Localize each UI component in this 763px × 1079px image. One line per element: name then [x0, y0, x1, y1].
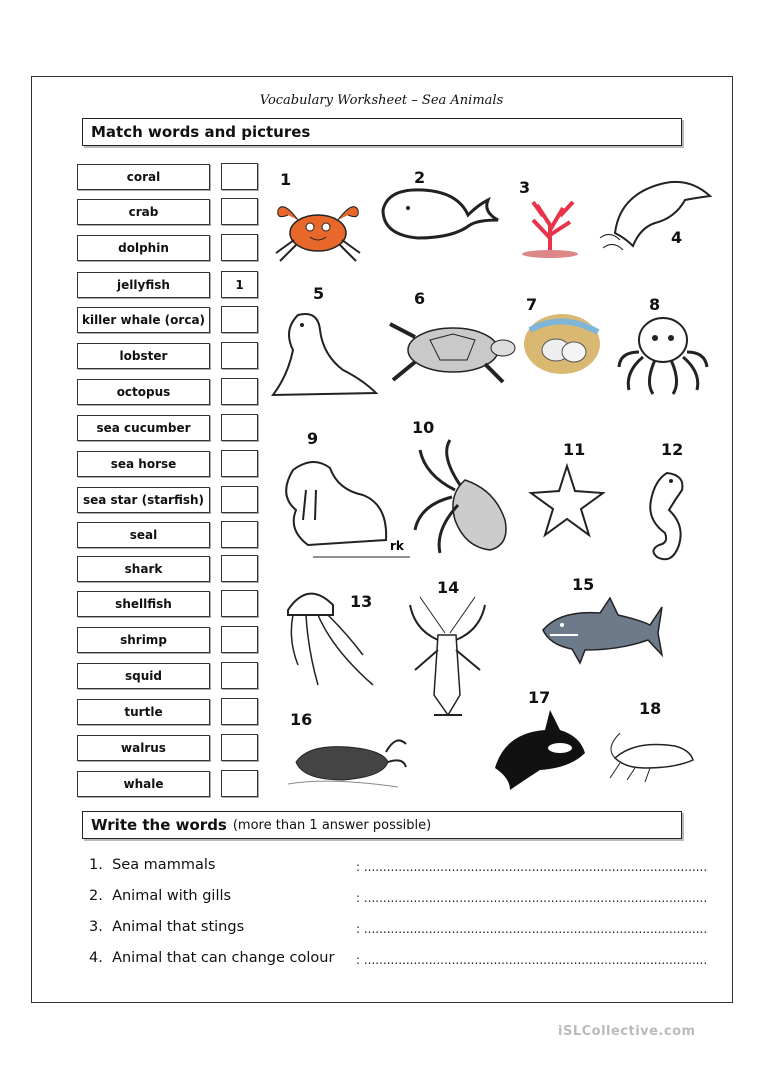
picture-number: 11 — [563, 440, 586, 459]
answer-box[interactable]: 1 — [221, 271, 258, 298]
word-box: shrimp — [77, 627, 210, 653]
question-text: Animal with gills — [112, 888, 232, 904]
walrus-picture — [268, 450, 413, 560]
starfish-picture — [527, 463, 607, 538]
answer-box[interactable] — [221, 626, 258, 653]
picture-number: 17 — [528, 688, 551, 707]
question-2 — [89, 888, 231, 904]
answer-line-3[interactable]: : .......................................................................................... — [356, 922, 708, 936]
answer-box[interactable] — [221, 486, 258, 513]
answer-box[interactable] — [221, 590, 258, 617]
question-4 — [89, 950, 334, 966]
picture-number: 7 — [526, 295, 538, 314]
question-text: Animal that can change colour — [112, 950, 335, 966]
word-box: sea star (starfish) — [77, 487, 210, 513]
match-section-heading — [82, 118, 682, 146]
answer-box[interactable] — [221, 342, 258, 369]
word-box: squid — [77, 663, 210, 689]
worksheet-title: Vocabulary Worksheet – Sea Animals — [259, 93, 504, 108]
picture-number: 15 — [572, 575, 595, 594]
picture-number: 8 — [649, 295, 661, 314]
sea-cucumber-picture — [288, 732, 408, 792]
word-box: seal — [77, 522, 210, 548]
answer-box[interactable] — [221, 378, 258, 405]
word-box: octopus — [77, 379, 210, 405]
picture-number: 18 — [639, 699, 662, 718]
picture-number: 12 — [661, 440, 684, 459]
match-heading-text: Match words and pictures — [91, 123, 311, 141]
whale-picture — [378, 180, 508, 250]
answer-box[interactable] — [221, 662, 258, 689]
word-box: sea cucumber — [77, 415, 210, 441]
question-1 — [89, 857, 215, 873]
picture-number: 14 — [437, 578, 460, 597]
write-section-heading — [82, 811, 682, 839]
picture-number: 16 — [290, 710, 313, 729]
shellfish-picture — [522, 312, 602, 377]
question-number: 1. — [89, 857, 103, 873]
word-box: dolphin — [77, 235, 210, 261]
answer-line-2[interactable]: : .......................................................................................... — [356, 891, 708, 905]
answer-box[interactable] — [221, 734, 258, 761]
word-box: shellfish — [77, 591, 210, 617]
answer-box[interactable] — [221, 163, 258, 190]
word-box: jellyfish — [77, 272, 210, 298]
answer-box[interactable] — [221, 555, 258, 582]
answer-line-1[interactable]: : .......................................................................................... — [356, 860, 708, 874]
picture-number: 13 — [350, 592, 373, 611]
picture-number: 3 — [519, 178, 531, 197]
question-number: 4. — [89, 950, 103, 966]
answer-box[interactable] — [221, 414, 258, 441]
answer-box[interactable] — [221, 770, 258, 797]
picture-number: 5 — [313, 284, 325, 303]
answer-box[interactable] — [221, 306, 258, 333]
picture-number: 1 — [280, 170, 292, 189]
dolphin-picture — [595, 168, 715, 258]
seal-picture — [268, 305, 378, 400]
turtle-picture — [385, 312, 520, 387]
jellyfish-picture — [278, 580, 383, 690]
footer-watermark: iSLCollective.com — [558, 1024, 696, 1039]
picture-number: 10 — [412, 418, 435, 437]
seahorse-picture — [637, 465, 692, 575]
octopus-picture — [615, 312, 710, 397]
shark-picture — [540, 595, 665, 665]
answer-box[interactable] — [221, 234, 258, 261]
answer-box[interactable] — [221, 521, 258, 548]
write-heading-note: (more than 1 answer possible) — [232, 817, 432, 833]
squid-picture — [410, 435, 520, 560]
word-box: coral — [77, 164, 210, 190]
lobster-picture — [400, 595, 495, 730]
word-box: whale — [77, 771, 210, 797]
picture-number: 9 — [307, 429, 319, 448]
answer-box[interactable] — [221, 198, 258, 225]
word-box: shark — [77, 556, 210, 582]
question-text: Animal that stings — [112, 919, 245, 935]
word-box: sea horse — [77, 451, 210, 477]
answer-box[interactable] — [221, 450, 258, 477]
answer-line-4[interactable]: : .......................................................................................... — [356, 953, 708, 967]
question-number: 2. — [89, 888, 103, 904]
word-box: walrus — [77, 735, 210, 761]
answer-box[interactable] — [221, 698, 258, 725]
picture-number: 4 — [671, 228, 683, 247]
killer-whale-picture — [490, 708, 590, 793]
word-box: turtle — [77, 699, 210, 725]
word-box: killer whale (orca) — [77, 307, 210, 333]
word-box: crab — [77, 199, 210, 225]
question-text: Sea mammals — [112, 857, 216, 873]
picture-number: 2 — [414, 168, 426, 187]
crab-picture — [268, 185, 368, 265]
word-box: lobster — [77, 343, 210, 369]
shrimp-picture — [605, 728, 700, 783]
picture-number: 6 — [414, 289, 426, 308]
question-3 — [89, 919, 244, 935]
question-number: 3. — [89, 919, 103, 935]
walrus-label: rk — [390, 539, 404, 553]
coral-picture — [515, 190, 585, 260]
write-heading-text: Write the words — [91, 816, 227, 834]
